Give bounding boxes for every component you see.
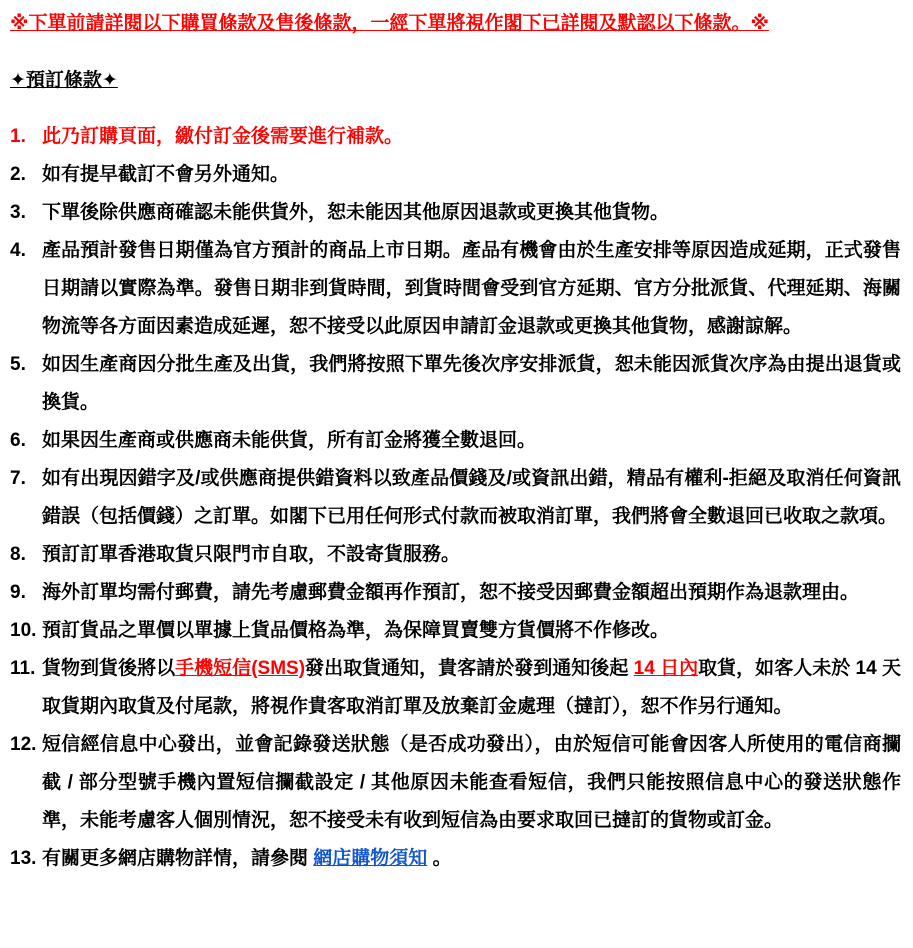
term-number: 10. xyxy=(10,619,37,641)
term-text: 貨物到貨後將以手機短信(SMS)發出取貨通知，貴客請於發到通知後起 14 日內取貨，如客人未於 14 天取貨期內取貨及付尾款，將視作貴客取消訂單及放棄訂金處理（撻訂），恕不作另行通知。 xyxy=(42,657,901,717)
term-text: 下單後除供應商確認未能供貨外，恕未能因其他原因退款或更換其他貨物。 xyxy=(42,201,670,223)
term-item-9 xyxy=(10,574,901,612)
term-text: 預訂貨品之單價以單據上貨品價格為準，為保障買賣雙方貨價將不作修改。 xyxy=(42,619,670,641)
term-number: 5. xyxy=(10,353,26,375)
term-number: 12. xyxy=(10,733,37,755)
term-text: 如因生產商因分批生產及出貨，我們將按照下單先後次序安排派貨，恕未能因派貨次序為由提出退貨或換貨。 xyxy=(42,353,901,413)
term-text: 如有提早截訂不會另外通知。 xyxy=(42,163,290,185)
shop-guide-link[interactable]: 網店購物須知 xyxy=(313,847,428,869)
term-number: 4. xyxy=(10,239,26,261)
term-number: 13. xyxy=(10,847,37,869)
term-item-5 xyxy=(10,346,901,422)
term-item-10 xyxy=(10,612,901,650)
term-number: 3. xyxy=(10,201,26,223)
term-text: 如果因生產商或供應商未能供貨，所有訂金將獲全數退回。 xyxy=(42,429,537,451)
term-item-2 xyxy=(10,156,901,194)
term-number: 11. xyxy=(10,657,36,679)
highlighted-text: 14 日內 xyxy=(633,657,699,679)
term-text: 短信經信息中心發出，並會記錄發送狀態（是否成功發出），由於短信可能會因客人所使用的電信商攔截 / 部分型號手機內置短信攔截設定 / 其他原因未能查看短信，我們只能按照信息中心的發送狀態作準，未能考慮客人個別情況，恕不接受未有收到短信為由要求取回已撻訂的貨物或訂金。 xyxy=(42,733,901,831)
term-number: 9. xyxy=(10,581,26,603)
term-number: 7. xyxy=(10,467,26,489)
term-number: 8. xyxy=(10,543,26,565)
term-text: 此乃訂購頁面，繳付訂金後需要進行補款。 xyxy=(42,125,404,147)
term-text: 有關更多網店購物詳情，請參閱 網店購物須知 。 xyxy=(42,847,452,869)
term-item-13 xyxy=(10,840,901,878)
term-item-7 xyxy=(10,460,901,536)
term-number: 1. xyxy=(10,125,26,147)
highlighted-text: 手機短信(SMS) xyxy=(175,657,306,679)
term-number: 6. xyxy=(10,429,26,451)
term-text: 產品預計發售日期僅為官方預計的商品上市日期。產品有機會由於生產安排等原因造成延期，正式發售日期請以實際為準。發售日期非到貨時間，到貨時間會受到官方延期、官方分批派貨、代理延期、海關物流等各方面因素造成延遲，恕不接受以此原因申請訂金退款或更換其他貨物，感謝諒解。 xyxy=(42,239,901,337)
term-item-1 xyxy=(10,118,901,156)
term-number: 2. xyxy=(10,163,26,185)
terms-list xyxy=(10,118,901,878)
term-item-6 xyxy=(10,422,901,460)
term-text: 海外訂單均需付郵費，請先考慮郵費金額再作預訂，恕不接受因郵費金額超出預期作為退款理由。 xyxy=(42,581,860,603)
term-item-4 xyxy=(10,232,901,346)
term-item-12 xyxy=(10,726,901,840)
term-item-3 xyxy=(10,194,901,232)
section-title-preorder-terms: ✦預訂條款✦ xyxy=(10,69,118,91)
term-item-8 xyxy=(10,536,901,574)
term-item-11 xyxy=(10,650,901,726)
term-text: 預訂訂單香港取貨只限門市自取，不設寄貨服務。 xyxy=(42,543,461,565)
term-text: 如有出現因錯字及/或供應商提供錯資料以致產品價錢及/或資訊出錯，精品有權利-拒絕及取消任何資訊錯誤（包括價錢）之訂單。如閣下已用任何形式付款而被取消訂單，我們將會全數退回已收取之款項。 xyxy=(42,467,901,527)
purchase-notice-banner: ※下單前請詳閱以下購買條款及售後條款，一經下單將視作閣下已詳閱及默認以下條款。※ xyxy=(10,13,769,34)
